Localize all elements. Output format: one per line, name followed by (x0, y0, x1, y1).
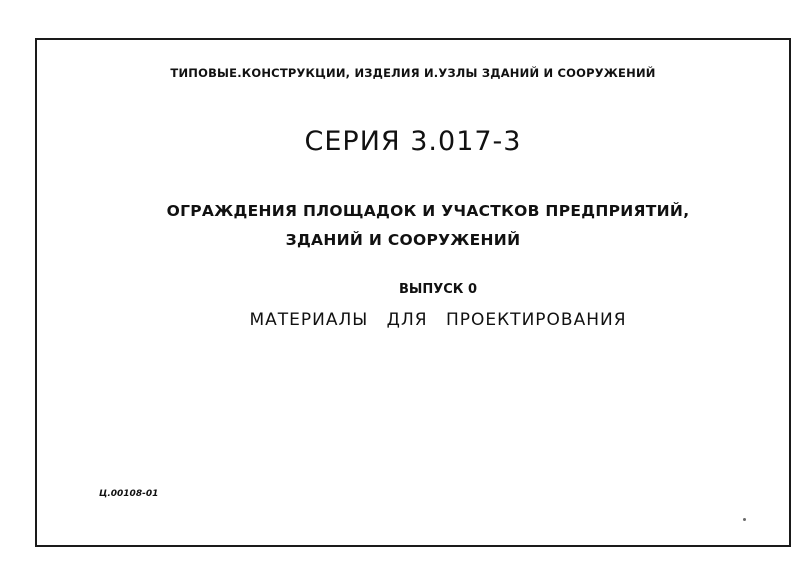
collection-header: ТИПОВЫЕ.КОНСТРУКЦИИ, ИЗДЕЛИЯ И.УЗЛЫ ЗДАНИЙ И СООРУЖЕНИЙ (170, 66, 656, 80)
scan-speck (743, 518, 746, 521)
sheet-frame (35, 38, 791, 547)
materials-subtitle: МАТЕРИАЛЫ ДЛЯ ПРОЕКТИРОВАНИЯ (249, 310, 627, 330)
series-title: СЕРИЯ 3.017-3 (304, 126, 522, 157)
document-code: Ц.00108-01 (99, 489, 159, 499)
subject-title-line-2: ЗДАНИЙ И СООРУЖЕНИЙ (285, 231, 521, 249)
issue-number: ВЫПУСК 0 (398, 282, 478, 297)
subject-title-line-1: ОГРАЖДЕНИЯ ПЛОЩАДОК И УЧАСТКОВ ПРЕДПРИЯТИЙ, (166, 202, 690, 220)
